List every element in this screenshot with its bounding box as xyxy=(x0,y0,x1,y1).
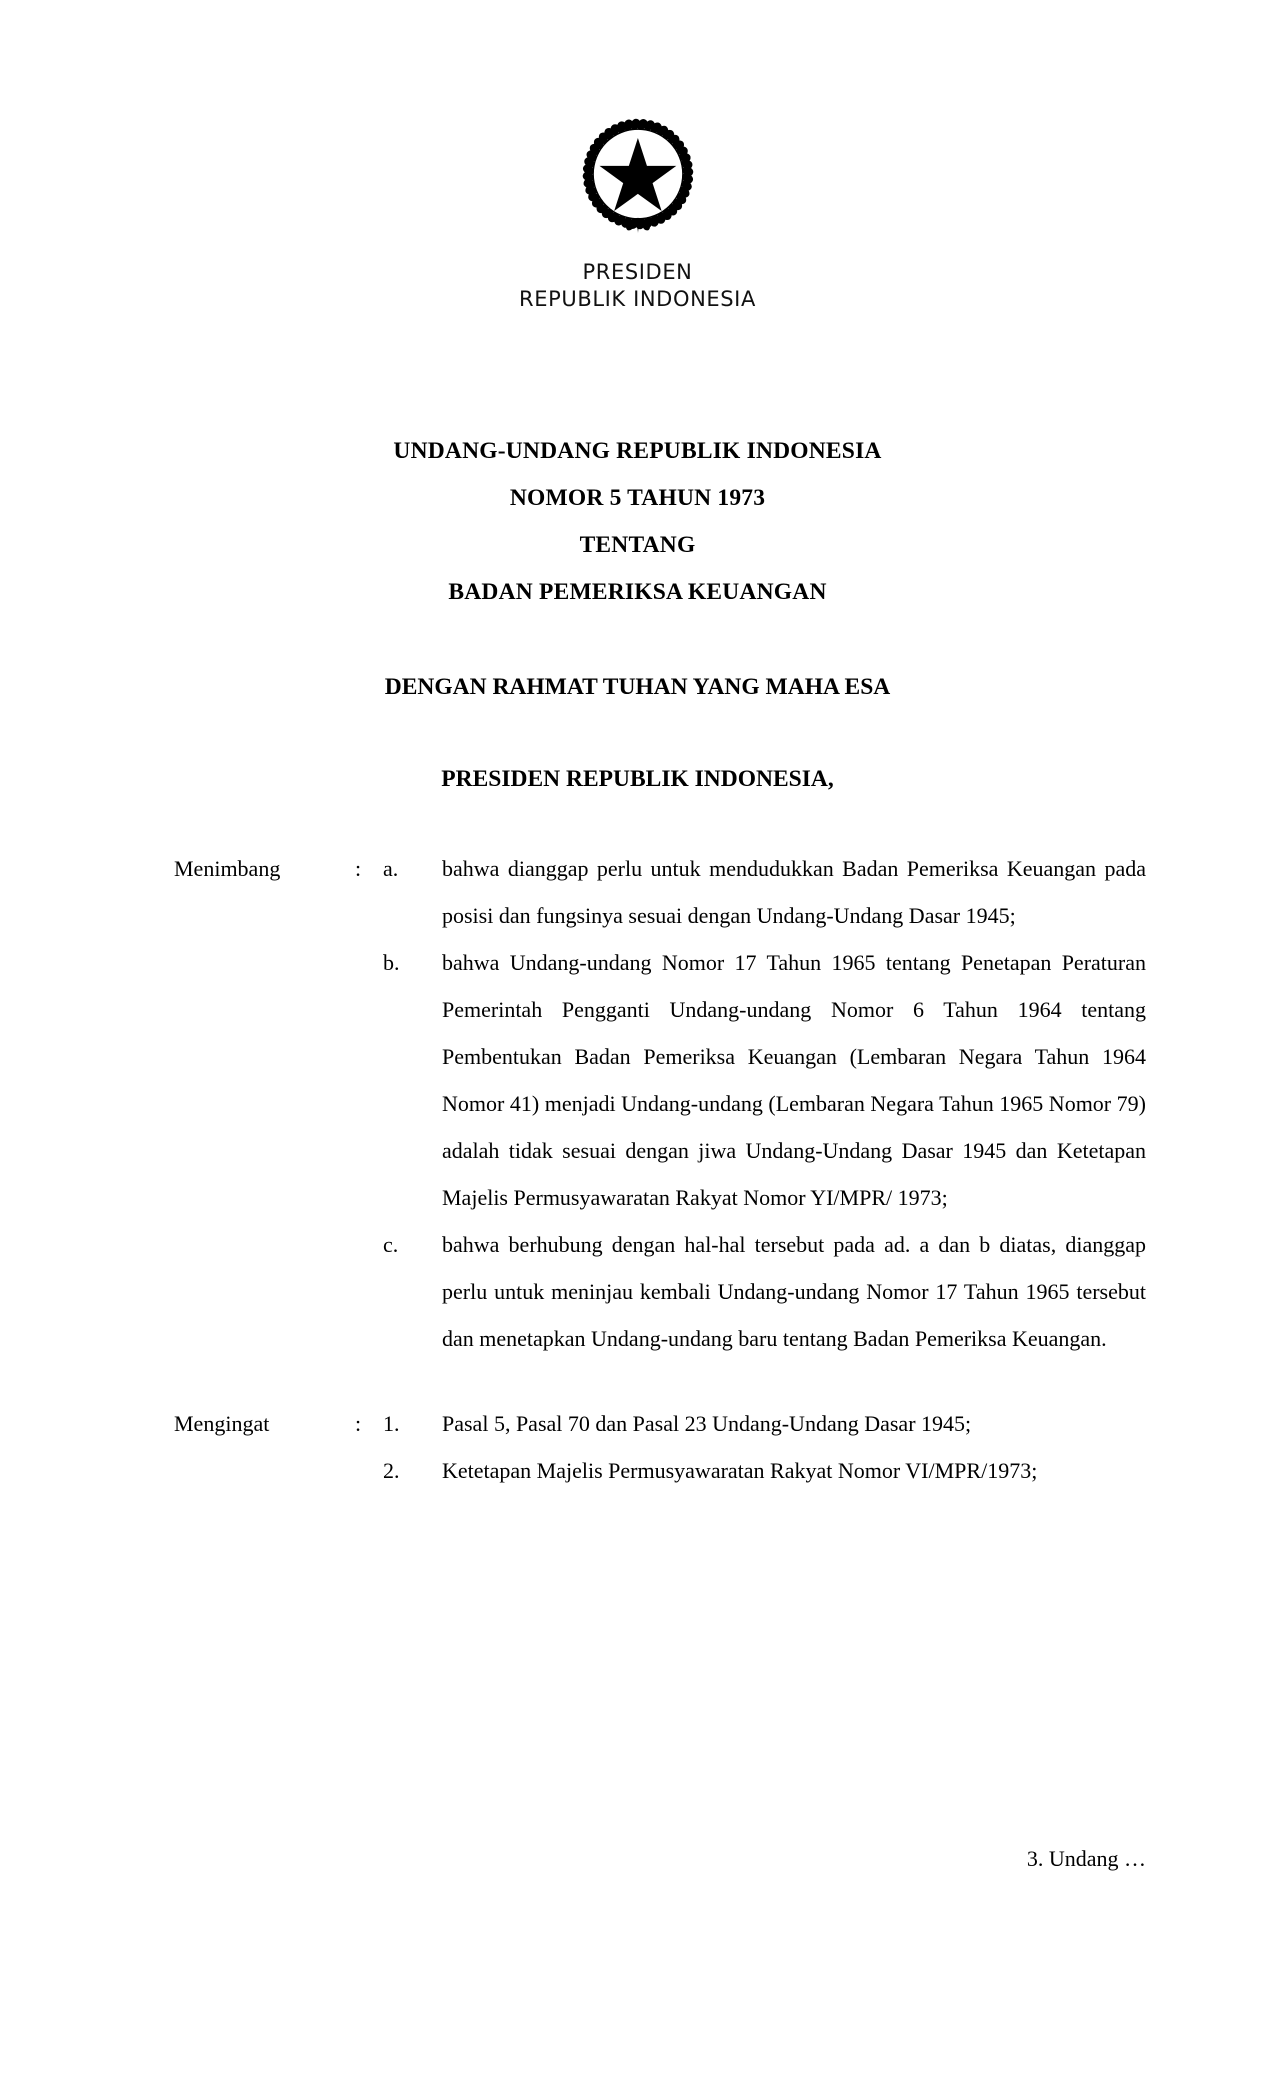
item-text: bahwa dianggap perlu untuk mendudukkan Badan Pemeriksa Keuangan pada posisi dan fungsinya sesuai dengan Undang-Undang Dasar 1945; xyxy=(442,856,1146,928)
section-label-mengingat: Mengingat xyxy=(174,1411,270,1436)
item-text: bahwa berhubung dengan hal-hal tersebut pada ad. a dan b diatas, dianggap perlu untuk meninjau kembali Undang-undang Nomor 17 Tahun 1965 tersebut dan menetapkan Undang-undang baru tentang Badan Pemeriksa Keuangan. xyxy=(442,1232,1146,1351)
item-marker: 1. xyxy=(383,1411,400,1436)
presidential-seal-star-wreath-icon xyxy=(554,108,722,240)
invocation-line: DENGAN RAHMAT TUHAN YANG MAHA ESA xyxy=(384,674,891,700)
menimbang-item-list xyxy=(0,845,1275,1362)
section-colon-menimbang: : xyxy=(355,856,362,881)
letterhead-caption-line1: PRESIDEN xyxy=(582,260,693,284)
byline-president: PRESIDEN REPUBLIK INDONESIA, xyxy=(441,766,834,792)
clause-sections xyxy=(0,845,1275,1494)
list-item xyxy=(383,1447,1146,1494)
section-colon-mengingat: : xyxy=(355,1411,362,1436)
item-text: bahwa Undang-undang Nomor 17 Tahun 1965 tentang Penetapan Peraturan Pemerintah Pengganti Undang-undang Nomor 6 Tahun 1964 tentang Pembentukan Badan Pemeriksa Keuangan (Lembaran Negara Tahun 1964 Nomor 41) menjadi Undang-undang (Lembaran Negara Tahun 1965 Nomor 79) adalah tidak sesuai dengan jiwa Undang-Undang Dasar 1945 dan Ketetapan Majelis Permusyawaratan Rakyat Nomor YI/MPR/ 1973; xyxy=(442,950,1146,1210)
letterhead-caption xyxy=(0,259,1275,313)
item-text: Pasal 5, Pasal 70 dan Pasal 23 Undang-Undang Dasar 1945; xyxy=(442,1411,972,1436)
letterhead xyxy=(0,108,1275,313)
section-mengingat xyxy=(0,1400,1275,1494)
footer-catchword: 3. Undang … xyxy=(1026,1846,1146,1871)
title-line-subject: BADAN PEMERIKSA KEUANGAN xyxy=(448,579,827,605)
title-line-about: TENTANG xyxy=(579,532,696,558)
item-marker: 2. xyxy=(383,1458,400,1483)
title-line-law-type: UNDANG-UNDANG REPUBLIK INDONESIA xyxy=(393,438,882,464)
list-item xyxy=(383,1221,1146,1362)
document-title-block xyxy=(0,428,1275,616)
item-marker: a. xyxy=(383,856,399,881)
section-label-menimbang: Menimbang xyxy=(174,856,281,881)
item-text: Ketetapan Majelis Permusyawaratan Rakyat Nomor VI/MPR/1973; xyxy=(442,1458,1038,1483)
item-marker: b. xyxy=(383,950,400,975)
section-menimbang xyxy=(0,845,1275,1362)
letterhead-caption-line2: REPUBLIK INDONESIA xyxy=(519,287,756,311)
list-item xyxy=(383,939,1146,1221)
list-item xyxy=(383,845,1146,939)
item-marker: c. xyxy=(383,1232,399,1257)
list-item xyxy=(383,1400,1146,1447)
title-line-number-year: NOMOR 5 TAHUN 1973 xyxy=(509,485,766,511)
